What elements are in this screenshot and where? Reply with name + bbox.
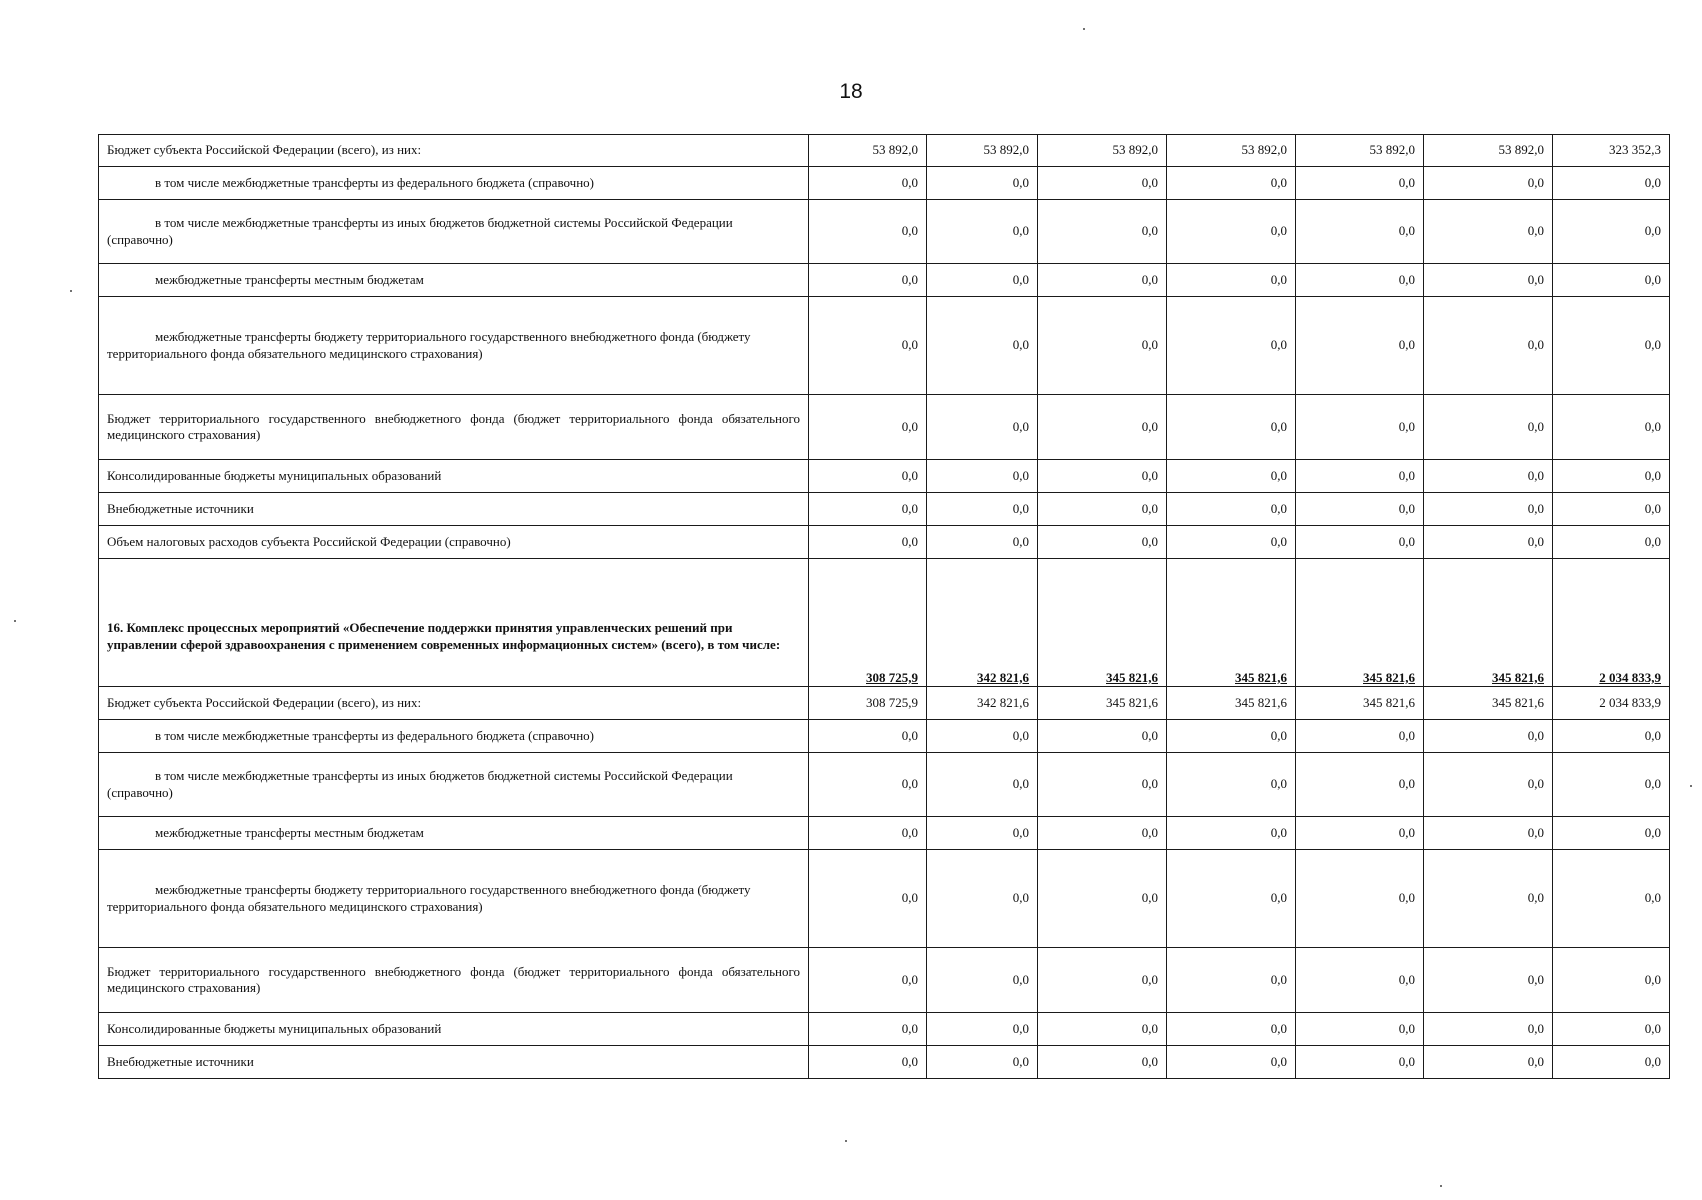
scan-speck <box>1083 28 1085 30</box>
value-cell: 308 725,9 <box>809 559 927 687</box>
value-cell: 0,0 <box>1553 850 1670 948</box>
value-cell: 0,0 <box>1553 817 1670 850</box>
value-cell: 0,0 <box>809 1046 927 1079</box>
value-cell: 0,0 <box>1038 753 1167 817</box>
scan-speck <box>1690 785 1692 787</box>
table-row <box>99 753 1670 817</box>
value-cell: 0,0 <box>1167 460 1296 493</box>
table-row <box>99 720 1670 753</box>
table-row <box>99 493 1670 526</box>
value-cell: 0,0 <box>809 264 927 297</box>
value-cell: 0,0 <box>927 460 1038 493</box>
value-cell: 323 352,3 <box>1553 135 1670 167</box>
value-cell: 0,0 <box>1553 1046 1670 1079</box>
value-cell: 53 892,0 <box>927 135 1038 167</box>
value-cell: 0,0 <box>1167 948 1296 1013</box>
row-label: Внебюджетные источники <box>99 1046 809 1079</box>
value-cell: 0,0 <box>1553 948 1670 1013</box>
value-cell: 345 821,6 <box>1167 559 1296 687</box>
value-cell: 0,0 <box>1167 200 1296 264</box>
table-row <box>99 297 1670 395</box>
row-label: Консолидированные бюджеты муниципальных образований <box>99 1013 809 1046</box>
value-cell: 0,0 <box>1167 850 1296 948</box>
value-cell: 0,0 <box>809 395 927 460</box>
value-cell: 0,0 <box>1296 1013 1424 1046</box>
value-cell: 0,0 <box>1424 720 1553 753</box>
value-cell: 0,0 <box>1553 200 1670 264</box>
value-cell: 0,0 <box>809 493 927 526</box>
value-cell: 0,0 <box>809 720 927 753</box>
value-cell: 345 821,6 <box>1038 559 1167 687</box>
value-cell: 0,0 <box>1038 526 1167 559</box>
value-cell: 0,0 <box>927 817 1038 850</box>
value-cell: 53 892,0 <box>809 135 927 167</box>
value-cell: 342 821,6 <box>927 559 1038 687</box>
value-cell: 0,0 <box>1038 817 1167 850</box>
table-row <box>99 948 1670 1013</box>
table-row <box>99 1046 1670 1079</box>
value-cell: 0,0 <box>927 264 1038 297</box>
value-cell: 0,0 <box>927 297 1038 395</box>
table-row <box>99 687 1670 720</box>
value-cell: 0,0 <box>1553 460 1670 493</box>
row-label: Бюджет территориального государственного внебюджетного фонда (бюджет территориального фонда обязательного медицинского страхования) <box>99 948 809 1013</box>
value-cell: 0,0 <box>1038 297 1167 395</box>
value-cell: 0,0 <box>1038 167 1167 200</box>
value-cell: 0,0 <box>1296 493 1424 526</box>
value-cell: 0,0 <box>1553 526 1670 559</box>
value-cell: 53 892,0 <box>1296 135 1424 167</box>
value-cell: 0,0 <box>809 850 927 948</box>
value-cell: 0,0 <box>927 948 1038 1013</box>
budget-table <box>98 134 1670 1079</box>
scan-speck <box>14 620 16 622</box>
row-label: в том числе межбюджетные трансферты из федерального бюджета (справочно) <box>99 167 809 200</box>
value-cell: 0,0 <box>1167 526 1296 559</box>
value-cell: 0,0 <box>1038 200 1167 264</box>
value-cell: 0,0 <box>1038 264 1167 297</box>
value-cell: 0,0 <box>927 493 1038 526</box>
row-label: Внебюджетные источники <box>99 493 809 526</box>
value-cell: 0,0 <box>809 167 927 200</box>
value-cell: 0,0 <box>1038 1013 1167 1046</box>
value-cell: 0,0 <box>1424 264 1553 297</box>
row-label: в том числе межбюджетные трансферты из федерального бюджета (справочно) <box>99 720 809 753</box>
value-cell: 345 821,6 <box>1296 559 1424 687</box>
value-cell: 0,0 <box>1167 297 1296 395</box>
value-cell: 0,0 <box>1424 460 1553 493</box>
row-label: Бюджет территориального государственного внебюджетного фонда (бюджет территориального фонда обязательного медицинского страхования) <box>99 395 809 460</box>
scan-speck <box>1440 1185 1442 1187</box>
row-label: Объем налоговых расходов субъекта Российской Федерации (справочно) <box>99 526 809 559</box>
value-cell: 0,0 <box>1424 297 1553 395</box>
row-label: в том числе межбюджетные трансферты из иных бюджетов бюджетной системы Российской Федерации (справочно) <box>99 200 809 264</box>
value-cell: 53 892,0 <box>1424 135 1553 167</box>
value-cell: 0,0 <box>1296 753 1424 817</box>
value-cell: 0,0 <box>1553 167 1670 200</box>
value-cell: 0,0 <box>809 948 927 1013</box>
value-cell: 0,0 <box>927 1013 1038 1046</box>
value-cell: 0,0 <box>1296 264 1424 297</box>
value-cell: 0,0 <box>1167 1013 1296 1046</box>
value-cell: 0,0 <box>927 850 1038 948</box>
table-row <box>99 167 1670 200</box>
row-label: межбюджетные трансферты местным бюджетам <box>99 264 809 297</box>
table-row <box>99 850 1670 948</box>
table-row <box>99 817 1670 850</box>
value-cell: 0,0 <box>1038 948 1167 1013</box>
value-cell: 0,0 <box>1296 460 1424 493</box>
value-cell: 0,0 <box>809 297 927 395</box>
table-row <box>99 395 1670 460</box>
value-cell: 0,0 <box>1424 1013 1553 1046</box>
value-cell: 0,0 <box>1167 395 1296 460</box>
value-cell: 0,0 <box>1167 720 1296 753</box>
value-cell: 0,0 <box>1038 720 1167 753</box>
value-cell: 0,0 <box>1424 948 1553 1013</box>
value-cell: 0,0 <box>1296 200 1424 264</box>
row-label: межбюджетные трансферты бюджету территориального государственного внебюджетного фонда (бюджету территориального фонда обязательного медицинского страхования) <box>99 850 809 948</box>
value-cell: 0,0 <box>809 526 927 559</box>
table-row <box>99 526 1670 559</box>
value-cell: 0,0 <box>1553 720 1670 753</box>
value-cell: 0,0 <box>927 167 1038 200</box>
table-row <box>99 200 1670 264</box>
value-cell: 0,0 <box>809 1013 927 1046</box>
value-cell: 0,0 <box>1038 460 1167 493</box>
value-cell: 0,0 <box>1553 297 1670 395</box>
table-row <box>99 460 1670 493</box>
value-cell: 0,0 <box>1424 817 1553 850</box>
table-row <box>99 559 1670 687</box>
value-cell: 0,0 <box>1296 948 1424 1013</box>
value-cell: 0,0 <box>809 753 927 817</box>
value-cell: 0,0 <box>927 526 1038 559</box>
value-cell: 0,0 <box>1296 395 1424 460</box>
value-cell: 0,0 <box>809 817 927 850</box>
value-cell: 308 725,9 <box>809 687 927 720</box>
value-cell: 345 821,6 <box>1424 687 1553 720</box>
value-cell: 0,0 <box>1167 264 1296 297</box>
value-cell: 345 821,6 <box>1167 687 1296 720</box>
value-cell: 0,0 <box>927 200 1038 264</box>
value-cell: 53 892,0 <box>1038 135 1167 167</box>
value-cell: 345 821,6 <box>1424 559 1553 687</box>
table-row <box>99 135 1670 167</box>
value-cell: 0,0 <box>1424 526 1553 559</box>
value-cell: 0,0 <box>1038 850 1167 948</box>
value-cell: 0,0 <box>1424 1046 1553 1079</box>
value-cell: 0,0 <box>927 753 1038 817</box>
value-cell: 0,0 <box>1296 720 1424 753</box>
value-cell: 0,0 <box>927 720 1038 753</box>
value-cell: 0,0 <box>809 460 927 493</box>
value-cell: 0,0 <box>1424 753 1553 817</box>
value-cell: 2 034 833,9 <box>1553 559 1670 687</box>
value-cell: 0,0 <box>1038 493 1167 526</box>
row-label: 16. Комплекс процессных мероприятий «Обеспечение поддержки принятия управленческих решений при управлении сферой здравоохранения с применением современных информационных систем» (всего), в том числе: <box>99 559 809 687</box>
value-cell: 53 892,0 <box>1167 135 1296 167</box>
value-cell: 0,0 <box>1424 167 1553 200</box>
scan-speck <box>845 1140 847 1142</box>
value-cell: 2 034 833,9 <box>1553 687 1670 720</box>
value-cell: 0,0 <box>1167 817 1296 850</box>
value-cell: 0,0 <box>927 1046 1038 1079</box>
row-label: межбюджетные трансферты местным бюджетам <box>99 817 809 850</box>
value-cell: 0,0 <box>927 395 1038 460</box>
value-cell: 0,0 <box>809 200 927 264</box>
value-cell: 342 821,6 <box>927 687 1038 720</box>
value-cell: 0,0 <box>1038 1046 1167 1079</box>
row-label: Бюджет субъекта Российской Федерации (всего), из них: <box>99 687 809 720</box>
value-cell: 0,0 <box>1167 753 1296 817</box>
page-number: 18 <box>839 80 863 103</box>
table-row <box>99 264 1670 297</box>
value-cell: 0,0 <box>1296 167 1424 200</box>
table-row <box>99 1013 1670 1046</box>
value-cell: 0,0 <box>1553 1013 1670 1046</box>
row-label: в том числе межбюджетные трансферты из иных бюджетов бюджетной системы Российской Федерации (справочно) <box>99 753 809 817</box>
value-cell: 345 821,6 <box>1296 687 1424 720</box>
value-cell: 0,0 <box>1553 493 1670 526</box>
value-cell: 0,0 <box>1424 493 1553 526</box>
value-cell: 0,0 <box>1167 493 1296 526</box>
row-label: Консолидированные бюджеты муниципальных образований <box>99 460 809 493</box>
value-cell: 0,0 <box>1296 850 1424 948</box>
value-cell: 0,0 <box>1296 297 1424 395</box>
row-label: межбюджетные трансферты бюджету территориального государственного внебюджетного фонда (бюджету территориального фонда обязательного медицинского страхования) <box>99 297 809 395</box>
value-cell: 0,0 <box>1296 817 1424 850</box>
scan-speck <box>70 290 72 292</box>
value-cell: 0,0 <box>1553 264 1670 297</box>
value-cell: 0,0 <box>1167 1046 1296 1079</box>
value-cell: 0,0 <box>1296 1046 1424 1079</box>
value-cell: 0,0 <box>1167 167 1296 200</box>
value-cell: 345 821,6 <box>1038 687 1167 720</box>
value-cell: 0,0 <box>1553 753 1670 817</box>
value-cell: 0,0 <box>1038 395 1167 460</box>
value-cell: 0,0 <box>1296 526 1424 559</box>
value-cell: 0,0 <box>1553 395 1670 460</box>
value-cell: 0,0 <box>1424 850 1553 948</box>
row-label: Бюджет субъекта Российской Федерации (всего), из них: <box>99 135 809 167</box>
value-cell: 0,0 <box>1424 395 1553 460</box>
value-cell: 0,0 <box>1424 200 1553 264</box>
